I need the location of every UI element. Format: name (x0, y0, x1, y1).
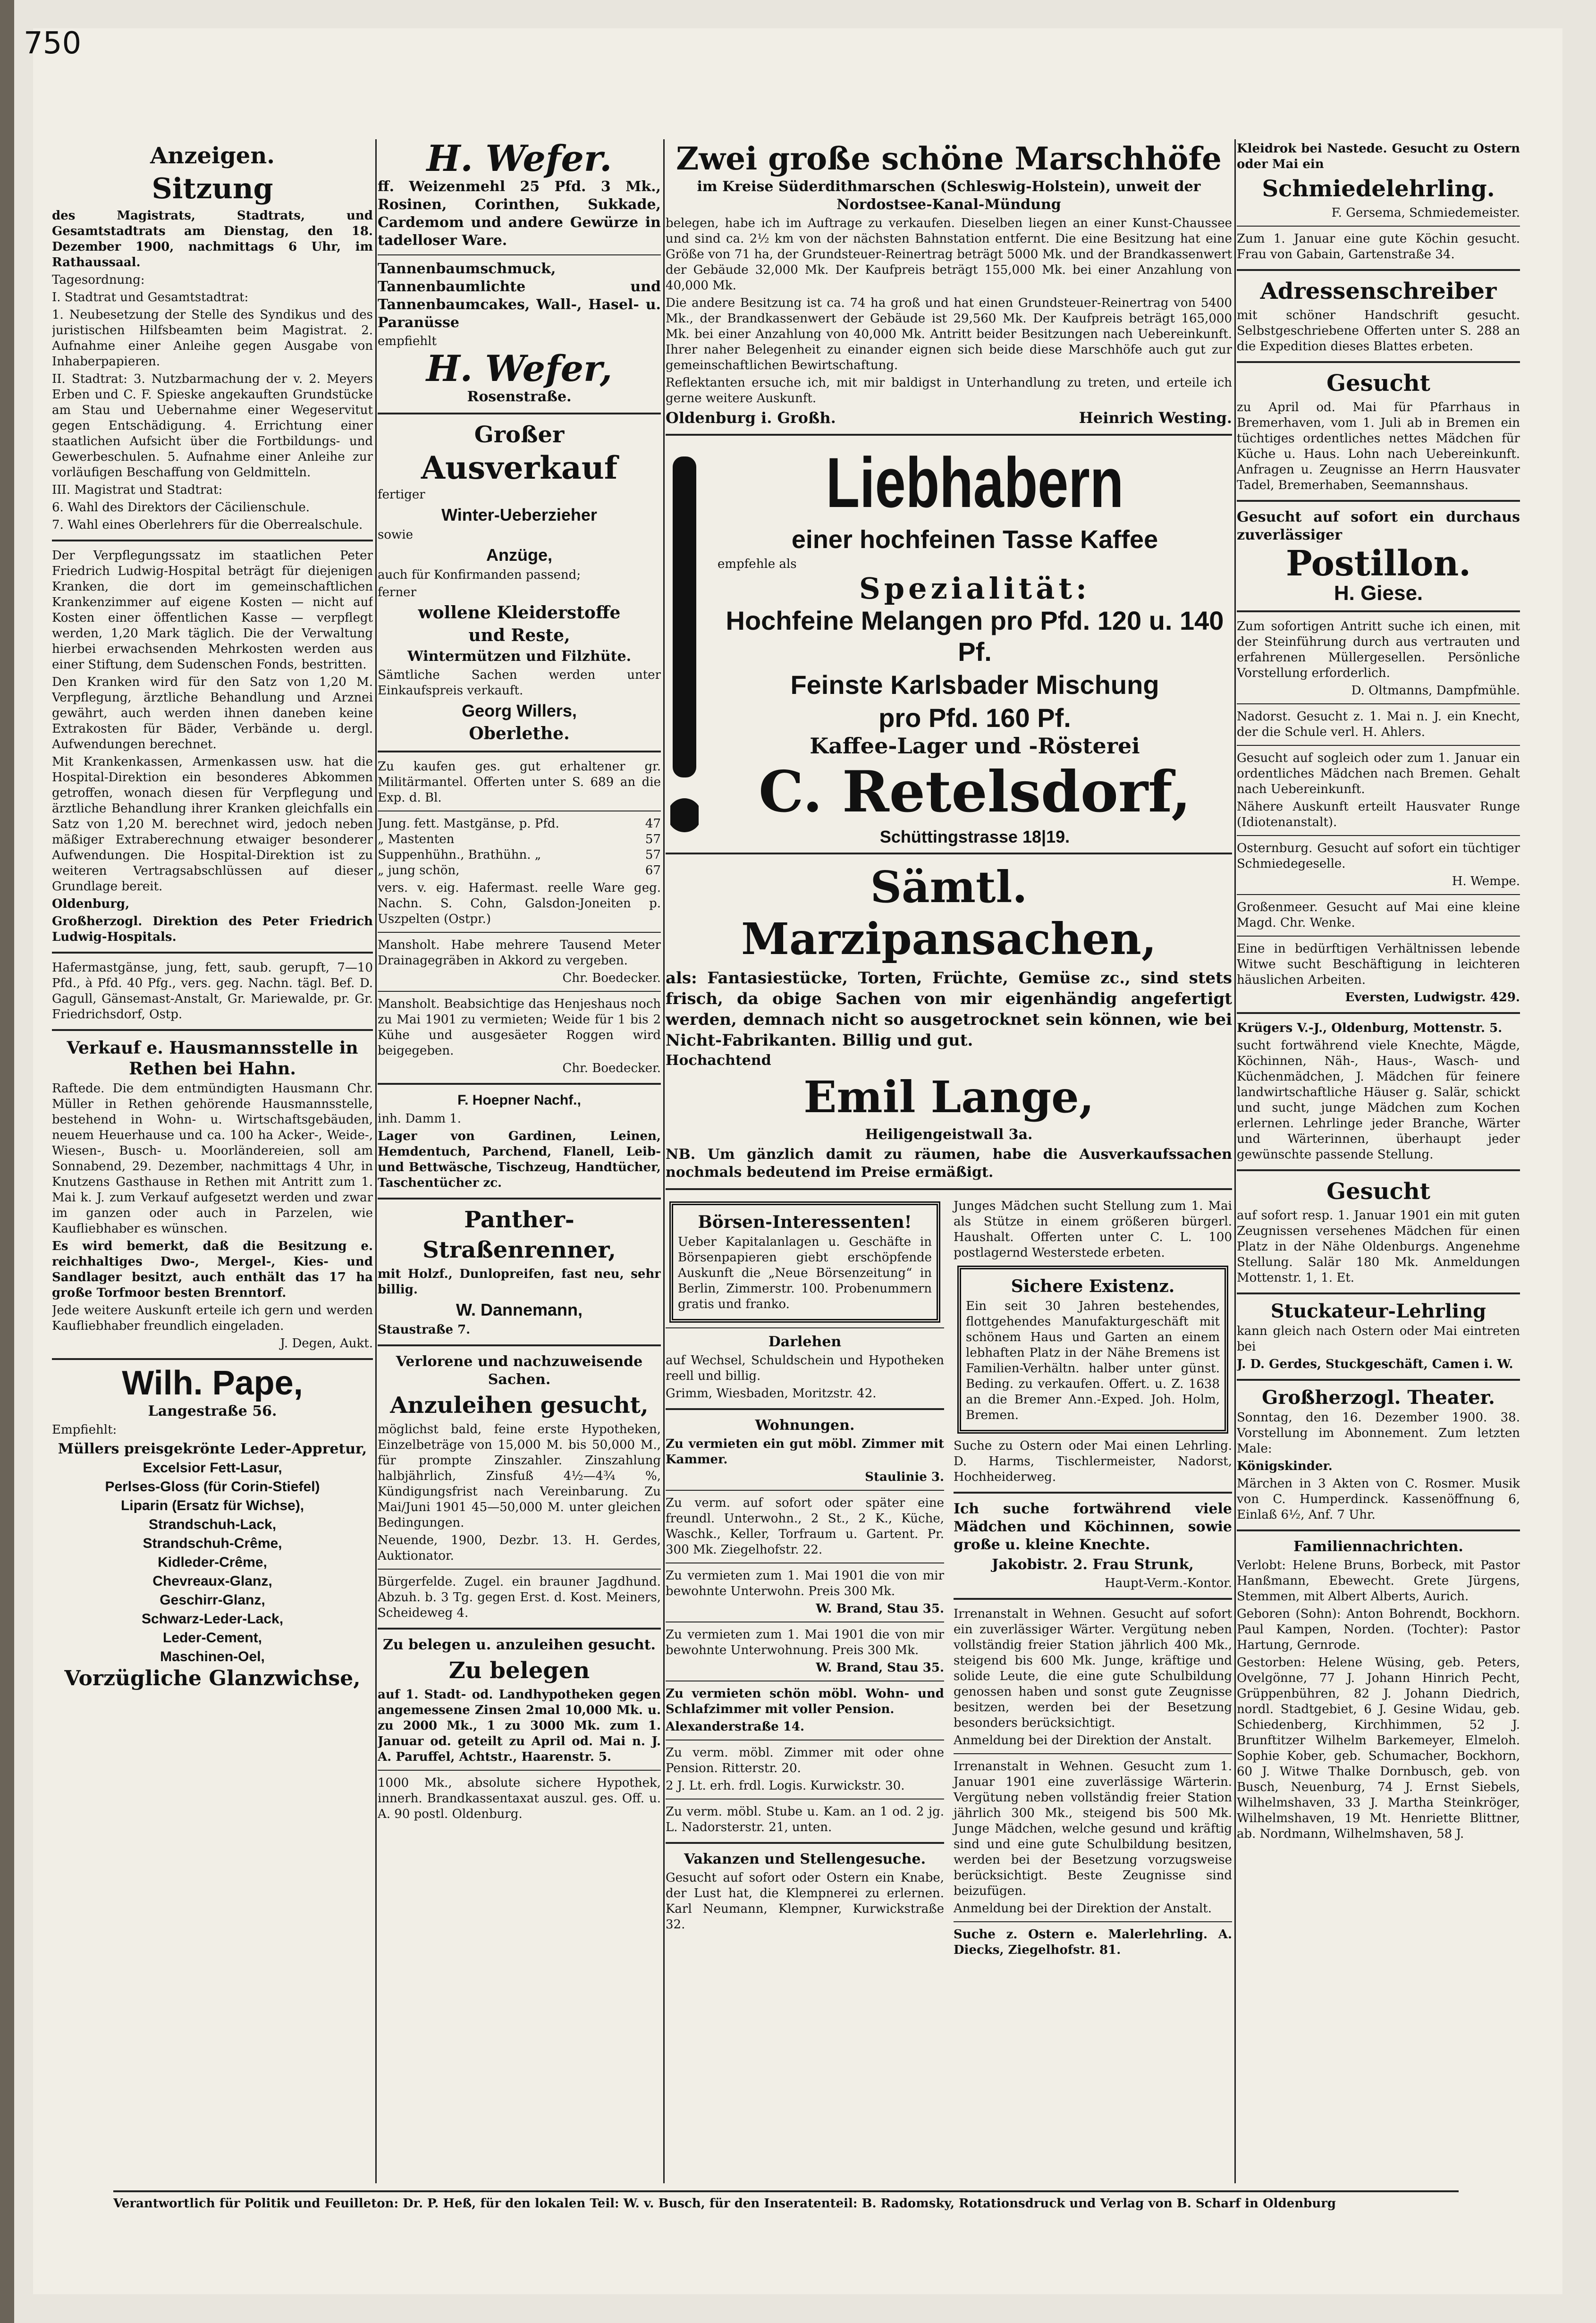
giese: H. Giese. (1334, 582, 1423, 605)
divider (52, 540, 373, 541)
anzuleihen-text: möglichst bald, feine erste Hypotheken, Einzelbeträge von 15,000 M. bis 50,000 M., für prompte Zinszahler. Zinszahlung halbjährlich, Zinsfuß 4½—4¾ %, Kündigungsfrist nach Vereinbarung. Zu Mai/Juni 1901 45—50,000 M. unter gleichen Bedingungen. (378, 1422, 661, 1530)
product-item: Kidleder-Crême, (158, 1554, 267, 1570)
adressen-title: Adressenschreiber (1260, 278, 1497, 304)
divider (954, 1921, 1232, 1922)
evers-ad: Eine in bedürftigen Verhältnissen lebende Witwe sucht Beschäftigung in leichteren häuslichen Arbeiten. (1237, 942, 1520, 987)
wefer-title: H. Wefer. (426, 139, 612, 179)
price-label: Jung. fett. Mastgänse, p. Pfd. (378, 817, 559, 831)
divider (1237, 361, 1520, 363)
lange-nb: NB. Um gänzlich damit zu räumen, habe die Ausverkaufssachen nochmals bedeutend im Preise ermäßigt. (666, 1146, 1232, 1181)
tagesordnung-label: Tagesordnung: (52, 273, 145, 287)
wohnung-ad: 2 J. Lt. erh. frdl. Logis. Kurwickstr. 30. (666, 1779, 905, 1793)
verkauf-text: Raftede. Die dem entmündigten Hausmann Chr. Müller in Rethen gehörende Hausmannsstelle, bestehend in Wohn- u. Wirtschaftsgebäuden, neuem Heuerhause und ca. 100 ha Acker-, Weide-, Wiesen-, Busch- u. Moorländereien, soll am Sonnabend, 29. Dezember, nachmittags 4 Uhr, in Knutzens Gasthause in Rethen mit Antritt zum 1. Mai k. J. zum Verkauf aufgesetzt werden und zwar im ganzen oder auch in Parzelen, wie Kaufliebhaber es wünschen. (52, 1081, 373, 1236)
darlehen-title: Darlehen (768, 1334, 842, 1350)
tannen-text: Tannenbaumschmuck, Tannenbaumlichte und Tannenbaumcakes, Wall-, Hasel- u. Paranüsse (378, 261, 661, 331)
divider (378, 1628, 661, 1630)
zu-belegen-text: auf 1. Stadt- od. Landhypotheken gegen angemessene Zinsen 2mal 10,000 Mk. u. zu 2000 Mk., 1 zu 3000 Mk. zum 1. Januar od. geteilt zu April od. Mai n. J. A. Paruffel, Achtstr., Haarenstr. 5. (378, 1688, 661, 1764)
divider (1237, 500, 1520, 502)
kaffee-lager: Kaffee-Lager und -Rösterei (810, 733, 1140, 759)
familien-text: Geboren (Sohn): Anton Bohrendt, Bockhorn. Paul Kampen, Norden. (Tochter): Pastor Hartung, Gernrode. (1237, 1607, 1520, 1652)
postillon-title: Postillon. (1285, 543, 1471, 584)
price-value: 67 (645, 863, 661, 878)
sowie: sowie (378, 528, 413, 542)
osternburg-ad: Osternburg. Gesucht auf sofort ein tüchtiger Schmiedegeselle. (1237, 841, 1520, 871)
price-value: 57 (645, 832, 661, 846)
divider (666, 1842, 944, 1844)
divider (1237, 1292, 1520, 1294)
junges-ad: Junges Mädchen sucht Stellung zum 1. Mai als Stütze in einem größeren bürgerl. Haushalt. Offerten unter C. L. 100 postlagernd Westerstede erbeten. (954, 1199, 1232, 1260)
hospital-text: Mit Krankenkassen, Armenkassen usw. hat die Hospital-Direktion ein besonderes Abkommen getroffen, wonach diesen für Verpflegung und ärztliche Behandlung ihrer Kranken gleichfalls ein Satz von 1,20 M. berechnet wird, jedoch neben mäßiger Extraberechnung etwaiger besonderer Aufwendungen. Die Hospital-Direktion ist zu weiteren Vertragsabschlüssen auf dieser Grundlage bereit. (52, 755, 373, 894)
product-item: Strandschuh-Crême, (143, 1536, 282, 1551)
small-ad: vers. v. eig. Hafermast. reelle Ware geg. Nachn. S. Cohn, Galsdon-Joneiten p. Uszpelten (Ostpr.) (378, 881, 661, 926)
anzuege: Anzüge, (486, 545, 552, 565)
product-item: Perlses-Gloss (für Corin-Stiefel) (105, 1479, 320, 1495)
divider (378, 413, 661, 414)
kruegers-text: sucht fortwährend viele Knechte, Mägde, Köchinnen, Näh-, Haus-, Wasch- und Küchenmädchen, J. Mädchen für feinere landwirtschaftliche Häuser g. Salär, schickt und sucht, junge Mädchen zum Kochen erlernen. Lehrlinge jeder Branche, Wärter und Wärterinnen, überhaupt jeder gewünschte passende Stellung. (1237, 1039, 1520, 1162)
ich-suche: Ich suche fortwährend viele Mädchen und Köchinnen, sowie große u. kleine Knechte. (954, 1501, 1232, 1553)
boersen-title: Börsen-Interessenten! (698, 1212, 912, 1232)
agenda-item: 7. Wahl eines Oberlehrers für die Oberrealschule. (52, 518, 363, 532)
price-label: „ jung schön, (378, 863, 460, 878)
hoepner-addr: inh. Damm 1. (378, 1112, 462, 1126)
karlsbad-price: pro Pfd. 160 Pf. (878, 703, 1071, 733)
marsch-title: Zwei große schöne Marschhöfe (676, 140, 1222, 177)
price-table (378, 816, 661, 879)
product-item: Excelsior Fett-Lasur, (143, 1460, 282, 1476)
verkauf-text: Es wird bemerkt, daß die Besitzung e. reichhaltiges Dwo-, Mergel-, Kies- und Sandlager besitzt, auch enthält das 17 ha große Torfmoor besten Brenntorf. (52, 1239, 373, 1300)
divider (378, 991, 661, 992)
kruegers-title: Krügers V.-J., Oldenburg, Mottenstr. 5. (1237, 1021, 1503, 1035)
price-row (378, 847, 661, 863)
product-item: Maschinen-Oel, (160, 1649, 265, 1664)
hospital-sign: Oldenburg, (52, 897, 130, 911)
stuck-title: Stuckateur-Lehrling (1270, 1300, 1486, 1322)
marsch-text: belegen, habe ich im Auftrage zu verkaufen. Dieselben liegen an einer Kunst-Chaussee und sind ca. 2½ km von der nächsten Bahnstation entfernt. Die eine Besitzung hat eine Größe von 71 ha, der Grundsteuer-Reinertrag beträgt 5000 Mk. und der Brandkassenwert der Gebäude 32,000 Mk. Der Kaufpreis beträgt 155,000 Mk. bei einer Anzahlung von 40,000 Mk. (666, 216, 1232, 293)
adressen-text: mit schöner Handschrift gesucht. Selbstgeschriebene Offerten unter S. 288 an die Expedition dieses Blattes erbeten. (1237, 308, 1520, 354)
product-item: Chevreaux-Glanz, (152, 1573, 272, 1589)
wohnung-ad: Zu verm. möbl. Stube u. Kam. an 1 od. 2 jg. L. Nadorsterstr. 21, unten. (666, 1805, 944, 1834)
gesucht-title: Gesucht (1326, 370, 1430, 397)
kaffee-ad (666, 442, 1232, 846)
hoepner-text: Lager von Gardinen, Leinen, Hemdentuch, Parchend, Flanell, Leib- und Bettwäsche, Tischzeug, Handtücher, Taschentücher zc. (378, 1129, 661, 1190)
divider (378, 1344, 661, 1346)
column-rule (663, 139, 665, 2183)
divider (1237, 894, 1520, 895)
sichere-box (957, 1266, 1228, 1434)
oberlethe: Oberlethe. (469, 724, 570, 743)
konf-text: auch für Konfirmanden passend; (378, 568, 581, 582)
divider (378, 751, 661, 752)
product-item: Strandschuh-Lack, (148, 1517, 277, 1532)
pape-intro: Empfiehlt: (52, 1423, 117, 1437)
product-item: Geschirr-Glanz, (160, 1592, 265, 1608)
muetzen: Wintermützen und Filzhüte. (407, 648, 632, 665)
divider (1237, 1012, 1520, 1014)
anzuleihen-title: Anzuleihen gesucht, (390, 1392, 649, 1419)
divider (378, 254, 661, 255)
verkauf-text: Jede weitere Auskunft erteile ich gern und werden Kaufliebhaber freundlich eingeladen. (52, 1303, 373, 1333)
marsch-sign (666, 408, 1232, 427)
price-label: Suppenhühn., Brathühn. „ (378, 848, 541, 862)
belegen-title: Zu belegen u. anzuleihen gesucht. (383, 1637, 656, 1653)
divider (1237, 835, 1520, 836)
strunk: Jakobistr. 2. Frau Strunk, (992, 1556, 1194, 1573)
wefer-goods: ff. Weizenmehl 25 Pfd. 3 Mk., Rosinen, Corinthen, Sukkade, Cardemom und andere Gewürze in tadelloser Ware. (378, 178, 661, 249)
divider (954, 1492, 1232, 1494)
boersen-box (669, 1201, 940, 1323)
column-3 (666, 139, 1232, 2183)
divider (378, 1198, 661, 1200)
lower-columns (666, 1197, 1232, 1960)
ad-sign: Chr. Boedecker. (562, 1061, 661, 1075)
wohnung-addr: Alexanderstraße 14. (666, 1720, 805, 1734)
marzipan-title: Sämtl. Marzipansachen, (741, 862, 1157, 964)
darlehen-sign: Grimm, Wiesbaden, Moritzstr. 42. (666, 1386, 877, 1401)
price-row (378, 832, 661, 847)
willers: Georg Willers, (462, 701, 577, 720)
divider (666, 1188, 1232, 1190)
product-item: Müllers preisgekrönte Leder-Appretur, (58, 1441, 367, 1457)
small-ad: Zu kaufen ges. gut erhaltener gr. Militärmantel. Offerten unter S. 689 an die Exp. d. Bl. (378, 760, 661, 805)
grosser: Großer (474, 422, 565, 448)
hoepner: F. Hoepner Nachf., (457, 1092, 581, 1108)
lange-addr: Heiligengeistwall 3a. (865, 1126, 1033, 1143)
price-value: 57 (645, 848, 661, 862)
price-label: „ Mastenten (378, 832, 455, 846)
pape-last: Vorzügliche Glanzwichse, (64, 1666, 361, 1690)
irren-ad: Anmeldung bei der Direktion der Anstalt. (954, 1901, 1212, 1916)
schmied-title: Schmiedelehrling. (1262, 176, 1495, 202)
column-2 (378, 139, 661, 2183)
darlehen-text: auf Wechsel, Schuldschein und Hypotheken reell und billig. (666, 1353, 944, 1383)
postillon-pre: Gesucht auf sofort ein durchaus zuverlässiger (1237, 509, 1520, 543)
verlorene: Verlorene und nachzuweisende Sachen. (396, 1353, 643, 1388)
divider (666, 434, 1232, 436)
scan-edge (0, 0, 14, 2323)
marsch-sign-right: Heinrich Westing. (1079, 409, 1232, 427)
divider (378, 1770, 661, 1771)
wohnung-ad: Zu verm. möbl. Zimmer mit oder ohne Pension. Ritterstr. 20. (666, 1746, 944, 1775)
winter-ueberzieher: Winter-Ueberzieher (441, 505, 597, 524)
divider (954, 1753, 1232, 1754)
verkauf-sign: J. Degen, Aukt. (280, 1336, 373, 1351)
divider (52, 1029, 373, 1031)
hospital-text: Der Verpflegungssatz im staatlichen Peter Friedrich Ludwig-Hospital beträgt für diejenigen Kranken, die dort im gemeinschaftlichen Krankenzimmer auf eigene Kosten — nicht auf Kosten einer öffentlichen Kasse — verpflegt werden, 1,20 Mark täglich. Die der Verwaltung hierbei erwachsenden Mehrkosten werden aus einer Stiftung, dem Sudenschen Fonds, bestritten. (52, 549, 373, 672)
agenda-item: III. Magistrat und Stadtrat: (52, 483, 223, 497)
marsch-sub: im Kreise Süderdithmarschen (Schleswig-Holstein), unweit der Nordostsee-Kanal-Mündung (697, 178, 1201, 213)
sitzung-text: des Magistrats, Stadtrats, und Gesamtstadtrats am Dienstag, den 18. Dezember 1900, nachmittags 6 Uhr, im Rathaussaal. (52, 209, 373, 270)
imprint-footer: Verantwortlich für Politik und Feuilleton: Dr. P. Heß, für den lokalen Teil: W. v. Busch, für den Inseratenteil: B. Radomsky, Rotationsdruck und Verlag von B. Scharf in Oldenburg (113, 2190, 1459, 2211)
exclamation-ornament (670, 456, 699, 844)
nadorst-ad: Nadorst. Gesucht z. 1. Mai n. J. ein Knecht, der die Schule verl. H. Ahlers. (1237, 710, 1520, 739)
evers-sign: Eversten, Ludwigstr. 429. (1345, 990, 1520, 1005)
divider (1237, 269, 1520, 271)
pape-list (52, 1440, 373, 1666)
irren-ad: Anmeldung bei der Direktion der Anstalt. (954, 1733, 1212, 1748)
fertiger: fertiger (378, 488, 425, 502)
lehrling-ad: Suche zu Ostern oder Mai einen Lehrling. D. Harms, Tischlermeister, Nadorst, Hochheiderweg. (954, 1439, 1232, 1484)
divider (666, 1408, 944, 1410)
marsch-sign-left: Oldenburg i. Großh. (666, 409, 836, 427)
gesucht-text: zu April od. Mai für Pfarrhaus in Bremerhaven, vom 1. Juli ab in Bremen ein tüchtiges ordentliches nettes Mädchen für Küche u. Haus. Lohn nach Uebereinkunft. Anfragen u. Zeugnisse an Herrn Hausvater Tadel, Bremerhaben, Seemannshaus. (1237, 400, 1520, 492)
price-row (378, 863, 661, 879)
sichere-title: Sichere Existenz. (1011, 1276, 1175, 1296)
hochfeine: Hochfeine Melangen pro Pfd. 120 u. 140 Pf. (726, 606, 1224, 667)
ausverkauf: Ausverkauf (421, 449, 618, 486)
divider (666, 1490, 944, 1491)
divider (1237, 1169, 1520, 1171)
koechin-ad: Zum 1. Januar eine gute Köchin gesucht. Frau von Gabain, Gartenstraße 34. (1237, 232, 1520, 262)
divider (666, 853, 1232, 854)
wollene: wollene Kleiderstoffe (418, 603, 621, 623)
price-row (378, 816, 661, 832)
agenda-item: I. Stadtrat und Gesamtstadtrat: (52, 290, 249, 304)
column-4 (1237, 139, 1520, 2183)
ad-sign: Chr. Boedecker. (562, 971, 661, 985)
divider (52, 952, 373, 954)
wohnung-ad: Zu vermieten ein gut möbl. Zimmer mit Kammer. (666, 1437, 944, 1467)
price-value: 47 (645, 817, 661, 831)
bremen-ad: Nähere Auskunft erteilt Hausvater Runge (Idiotenanstalt). (1237, 800, 1520, 829)
wohnung-sign: W. Brand, Stau 35. (816, 1602, 944, 1616)
wohnung-sign: W. Brand, Stau 35. (816, 1661, 944, 1675)
sichere-text: Ein seit 30 Jahren bestehendes, flottgehendes Manufakturgeschäft mit schönem Haus und Garten an einem lebhaften Platz in der Nähe Bremens ist Familien-Verhältn. halber unter günst. Beding. zu verkaufen. Offert. u. Z. 1638 an die Bremer Ann.-Exped. Joh. Holm, Bremen. (966, 1299, 1220, 1422)
hospital-text: Den Kranken wird für den Satz von 1,20 M. Verpflegung, ärztliche Behandlung und Arznei gewährt, auch werden ihnen daneben keine Extrakosten für Bäder, Verbände u. dergl. Aufwendungen berechnet. (52, 675, 373, 752)
emil-lange: Emil Lange, (803, 1072, 1094, 1123)
gesucht2-text: auf sofort resp. 1. Januar 1901 ein mit guten Zeugnissen versehenes Mädchen für einen Platz in der Nähe Oldenburgs. Angenehme Stellung. Salär 180 Mk. Anmeldungen Mottenstr. 1, 1. Et. (1237, 1208, 1520, 1285)
familien-title: Familiennachrichten. (1293, 1538, 1463, 1555)
anzuleihen-sign: Neuende, 1900, Dezbr. 13. H. Gerdes, Auktionator. (378, 1533, 661, 1563)
irren-ad: Irrenanstalt in Wehnen. Gesucht zum 1. Januar 1901 eine zuverlässige Wärterin. Vergütung neben vollständig freier Station jährlich 300 Mk., steigend bis 500 Mk. Junge Mädchen, welche gesund und kräftig sind und eine gute Schulbildung besitzen, werden bei der Besetzung vorzugsweise berücksichtigt. Beste Zeugnisse sind beizufügen. (954, 1759, 1232, 1898)
small-ad: Mansholt. Habe mehrere Tausend Meter Drainagegräben in Akkord zu vergeben. (378, 938, 661, 968)
divider (52, 1358, 373, 1360)
divider (1237, 936, 1520, 937)
wohnungen-title: Wohnungen. (755, 1417, 855, 1434)
schmied-sign: F. Gersema, Schmiedemeister. (1331, 206, 1520, 220)
liebhabern: Liebhabern (826, 443, 1124, 522)
hospital-sign: Großherzogl. Direktion des Peter Friedrich Ludwig-Hospitals. (52, 914, 373, 944)
product-item: Schwarz-Leder-Lack, (141, 1611, 284, 1627)
grossenmeer-ad: Großenmeer. Gesucht auf Mai eine kleine Magd. Chr. Wenke. (1237, 900, 1520, 930)
familien-text: Verlobt: Helene Bruns, Borbeck, mit Pastor Hanßmann, Ebewecht. Grete Jürgens, Stemmen, mit Albert Alberts, Aurich. (1237, 1558, 1520, 1604)
panther-1: Panther- (464, 1207, 574, 1233)
bremen-ad: Gesucht auf sogleich oder zum 1. Januar ein ordentliches Mädchen nach Bremen. Gehalt nach Uebereinkunft. (1237, 751, 1520, 796)
product-item: Leder-Cement, (162, 1630, 262, 1646)
divider (1237, 745, 1520, 746)
theater-play: Königskinder. (1237, 1459, 1333, 1473)
panther-2: Straßenrenner, (422, 1237, 616, 1263)
irren-ad: Irrenanstalt in Wehnen. Gesucht auf sofort ein zuverlässiger Wärter. Vergütung neben vollständig freier Station jährlich 400 Mk., steigend bis 600 Mk. Junge, kräftige und solide Leute, die eine gute Schulbildung genossen haben und sonst gute Zeugnisse besitzen, werden bei der Besetzung besonders berücksichtigt. (954, 1607, 1232, 1730)
product-item: Liparin (Ersatz für Wichse), (120, 1498, 304, 1513)
kleid-ad: Kleidrok bei Nastede. Gesucht zu Ostern oder Mai ein (1237, 142, 1520, 171)
schuetting: Schüttingstrasse 18|19. (879, 827, 1070, 846)
column-rule (1234, 139, 1236, 2183)
boersen-text: Ueber Kapitalanlagen u. Geschäfte in Börsenpapieren giebt erschöpfende Auskunft die „Neue Börsenzeitung“ in Berlin, Zimmerstr. 100. Probenummern gratis und franko. (678, 1235, 932, 1311)
sitzung-title: Sitzung (152, 172, 273, 205)
divider (666, 1327, 944, 1328)
page-number: 750 (24, 26, 82, 61)
subcolumn-right (954, 1197, 1232, 1960)
dannemann-addr: Staustraße 7. (378, 1323, 471, 1337)
muehle-sign: D. Oltmanns, Dampfmühle. (1351, 684, 1520, 698)
wohnung-ad: Zu verm. auf sofort oder später eine freundl. Unterwohn., 2 St., 2 K., Küche, Waschk., Keller, Torfraum u. Gartent. Pr. 300 Mk. Ziegelhofstr. 22. (666, 1496, 944, 1557)
wefer-street: Rosenstraße. (467, 389, 572, 405)
theater-text: Märchen in 3 Akten von C. Rosmer. Musik von C. Humperdinck. Kassenöffnung 6, Einlaß 6½, Anf. 7 Uhr. (1237, 1477, 1520, 1522)
gesucht2-title: Gesucht (1326, 1178, 1430, 1205)
small-ad: Mansholt. Beabsichtige das Henjeshaus noch zu Mai 1901 zu vermieten; Weide für 1 bis 2 Kühe und ausgesäeter Roggen wird beigegeben. (378, 997, 661, 1058)
divider (1237, 610, 1520, 612)
agenda-item: II. Stadtrat: 3. Nutzbarmachung der v. 2. Meyers Erben und C. F. Spieske angekauften Grundstücke am Stau und Uebernahme einer Wegeservitut gegen Entschädigung. 4. Errichtung einer staatlichen Aufsicht über die Fortbildungs- und Gewerbeschulen. 5. Aufnahme einer Anleihe zur vorläufigen Beschaffung von Geldmitteln. (52, 372, 373, 480)
subcolumn-left (666, 1197, 944, 1960)
pape-street: Langestraße 56. (148, 1403, 277, 1419)
wohnung-ad: Zu vermieten schön möbl. Wohn- und Schlafzimmer mit voller Pension. (666, 1687, 944, 1716)
retelsdorf: C. Retelsdorf, (759, 759, 1191, 825)
divider (378, 1569, 661, 1570)
osternburg-sign: H. Wempe. (1452, 874, 1520, 888)
hochachtend: Hochachtend (666, 1052, 771, 1069)
vakanzen-title: Vakanzen und Stellengesuche. (684, 1851, 926, 1867)
zu-belegen: Zu belegen (448, 1657, 590, 1684)
wohnung-ad: Zu vermieten zum 1. Mai 1901 die von mir bewohnte Unterwohnung. Preis 300 Mk. (666, 1628, 944, 1657)
marsch-text: Reflektanten ersuche ich, mit mir baldigst in Unterhandlung zu treten, und erteile ich gerne weitere Auskunft. (666, 376, 1232, 405)
wefer-title-2: H. Wefer, (426, 347, 613, 389)
agenda-item: 1. Neubesetzung der Stelle des Syndikus und des juristischen Hilfsbeamten beim Magistrat. 2. Aufnahme einer Anleihe gegen Ausgabe von Inhaberpapieren. (52, 308, 373, 369)
divider (1237, 703, 1520, 704)
dannemann: W. Dannemann, (456, 1300, 583, 1319)
empfehle: empfehle als (718, 557, 797, 571)
divider (378, 1083, 661, 1085)
pape-name: Wilh. Pape, (122, 1364, 303, 1402)
lieb-sub: einer hochfeinen Tasse Kaffee (791, 525, 1158, 554)
divider (1237, 1529, 1520, 1531)
familien-text: Gestorben: Helene Wüsing, geb. Peters, Ovelgönne, 77 J. Johann Hinrich Pecht, Grüppenbühren, 82 J. Johann Diedrich, nordl. Stadtgebiet, 6 J. Gesine Widau, geb. Schiedenberg, Kirchhimmen, 52 J. Brunftitzer Wilhelm Barkemeyer, Elmeloh. Sophie Kober, geb. Schumacher, Bockhorn, 60 J. Witwe Thalke Dornbusch, geb. von Busch, Neuenburg, 74 J. Ernst Siebels, Wilhelmshaven, 33 J. Martha Steinkröger, Wilhelmshaven, 19 Mt. Henriette Blittner, ab. Nordmann, Wilhelmshaven, 58 J. (1237, 1656, 1520, 1841)
divider (378, 932, 661, 933)
small-ad: Bürgerfelde. Zugel. ein brauner Jagdhund. Abzuh. b. 3 Tg. gegen Erst. d. Kost. Meiners, Scheideweg 4. (378, 1575, 661, 1620)
divider (1237, 226, 1520, 227)
column-rule (375, 139, 377, 2183)
divider (1237, 1379, 1520, 1381)
theater-text: Sonntag, den 16. Dezember 1900. 38. Vorstellung im Abonnement. Zum letzten Male: (1237, 1411, 1520, 1456)
column-1 (52, 139, 373, 2183)
karlsbad: Feinste Karlsbader Mischung (790, 670, 1159, 700)
saemtl-text: Sämtliche Sachen werden unter Einkaufspreis verkauft. (378, 668, 661, 698)
maler-ad: Suche z. Ostern e. Malerlehrling. A. Diecks, Ziegelhofstr. 81. (954, 1927, 1232, 1957)
wohnung-ad: Zu vermieten zum 1. Mai 1901 die von mir bewohnte Unterwohn. Preis 300 Mk. (666, 1569, 944, 1598)
theater-title: Großherzogl. Theater. (1262, 1386, 1495, 1409)
ferner: ferner (378, 585, 416, 600)
muehle-ad: Zum sofortigen Antritt suche ich einen, mit der Steinführung durch aus vertrauten und erfahrenen Müllergesellen. Persönliche Vorstellung erforderlich. (1237, 619, 1520, 680)
small-ad: 1000 Mk., absolute sichere Hypothek, innerh. Brandkassentaxat auszul. ges. Off. u. A. 90 postl. Oldenburg. (378, 1776, 661, 1821)
stuck-sign: J. D. Gerdes, Stuckgeschäft, Camen i. W. (1237, 1357, 1513, 1371)
verkauf-title: Verkauf e. Hausmannsstelle in Rethen bei Hahn. (67, 1038, 358, 1079)
marsch-text: Die andere Besitzung ist ca. 74 ha groß und hat einen Grundsteuer-Reinertrag von 5400 Mk., der Brandkassenwert der Gebäude ist 29,560 Mk. Der Kaufpreis beträgt 165,000 Mk. bei einer Anzahlung von 40,000 Mk. Antritt beider Besitzungen nach Uebereinkunft. Ihrer naher Belegenheit zu einander eignen sich beide diese Marschhöfe auch gut zur gemeinschaftlichen Bewirtschaftung. (666, 296, 1232, 372)
spezialitaet: Spezialität: (859, 571, 1090, 606)
hafer-ad: Hafermastgänse, jung, fett, saub. gerupft, 7—10 Pfd., à Pfd. 40 Pfg., vers. geg. Nachn. tägl. Bef. D. Gagull, Gänsemast-Anstalt, Gr. Mariewalde, pr. Gr. Friedrichsdorf, Ostp. (52, 961, 373, 1022)
empfiehlt: empfiehlt (378, 334, 437, 348)
panther-text: mit Holzf., Dunlopreifen, fast neu, sehr billig. (378, 1267, 661, 1297)
divider (954, 1598, 1232, 1600)
wohnung-addr: Staulinie 3. (865, 1470, 944, 1484)
anzeigen-heading: Anzeigen. (150, 143, 275, 169)
vakanz-ad: Gesucht auf sofort oder Ostern ein Knabe, der Lust hat, die Klempnerei zu erlernen. Karl Neumann, Klempner, Kurwickstraße 32. (666, 1871, 944, 1932)
stuck-text: kann gleich nach Ostern oder Mai eintreten bei (1237, 1324, 1520, 1354)
reste: und Reste, (468, 625, 570, 645)
strunk-sub: Haupt-Verm.-Kontor. (1105, 1576, 1232, 1590)
marzipan-text: als: Fantasiestücke, Torten, Früchte, Gemüse zc., sind stets frisch, da obige Sachen von mir eigenhändig angefertigt werden, demnach nicht so ausgetrocknet sein können, wie bei Nicht-Fabrikanten. Billig und gut. (666, 969, 1232, 1050)
agenda-item: 6. Wahl des Direktors der Cäcilienschule. (52, 500, 310, 515)
